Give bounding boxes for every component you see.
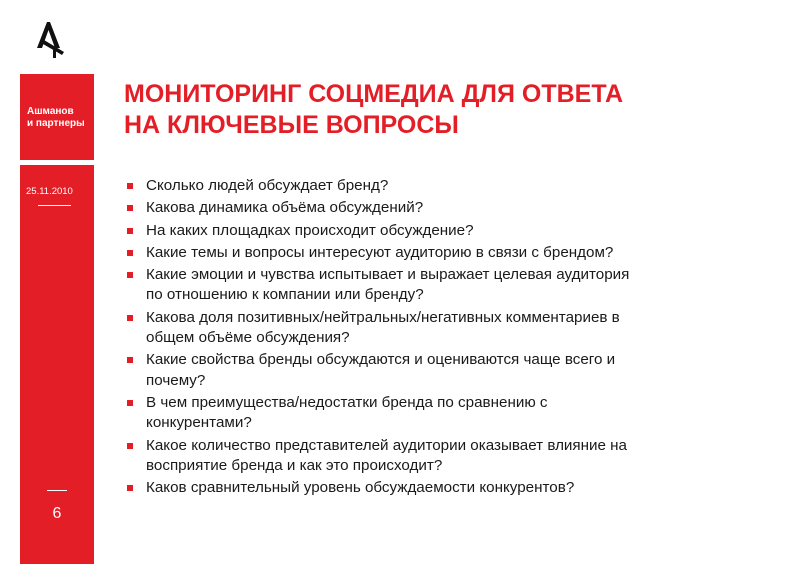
bullet-square-icon [127, 443, 133, 449]
sidebar-separator [20, 160, 94, 165]
question-list [126, 176, 786, 500]
bullet-square-icon [127, 250, 133, 256]
list-item-text: конкурентами? [146, 414, 252, 432]
bullet-square-icon [127, 228, 133, 234]
list-item [126, 176, 786, 196]
list-item [126, 350, 786, 391]
list-item-text: Сколько людей обсуждает бренд? [146, 177, 389, 194]
slide-title-line2: НА КЛЮЧЕВЫЕ ВОПРОСЫ [124, 111, 459, 139]
bullet-square-icon [127, 485, 133, 491]
list-item-text: Каков сравнительный уровень обсуждаемости конкурентов? [146, 479, 575, 497]
list-item-text: Какие темы и вопросы интересуют аудиторию в связи с брендом? [146, 243, 614, 261]
brand-name-line1: Ашманов [27, 106, 74, 117]
list-item-text: восприятие бренда и как это происходит? [146, 456, 443, 474]
bullet-square-icon [127, 272, 133, 278]
list-item [126, 243, 786, 263]
list-item [126, 478, 786, 498]
list-item [126, 265, 786, 306]
slide-title [124, 79, 784, 141]
list-item [126, 221, 786, 241]
list-item-text: Какое количество представителей аудитории оказывает влияние на [146, 436, 628, 454]
list-item-text: Какова динамика объёма обсуждений? [146, 199, 424, 217]
page-number-rule [47, 490, 67, 491]
sidebar [20, 74, 94, 564]
slide-date: 25.11.2010 [26, 186, 73, 197]
list-item-text: Какие свойства бренды обсуждаются и оцениваются чаще всего и [146, 351, 616, 369]
list-item-text: Какие эмоции и чувства испытывает и выражает целевая аудитория [146, 266, 630, 284]
list-item [126, 436, 786, 477]
bullet-square-icon [127, 357, 133, 363]
bullet-square-icon [127, 315, 133, 321]
list-item-text: В чем преимущества/недостатки бренда по сравнению с [146, 393, 548, 411]
brand-block [20, 74, 94, 150]
bullet-square-icon [127, 400, 133, 406]
ashmanov-logo-icon [34, 18, 66, 60]
list-item-text: почему? [146, 371, 206, 389]
bullet-square-icon [127, 205, 133, 211]
list-item-text: Какова доля позитивных/нейтральных/негативных комментариев в [146, 308, 620, 326]
list-item [126, 393, 786, 434]
list-item [126, 198, 786, 218]
list-item-text: по отношению к компании или бренду? [146, 286, 424, 304]
brand-name-line2: и партнеры [27, 118, 85, 129]
list-item-text: общем объёме обсуждения? [146, 329, 350, 347]
bullet-square-icon [127, 183, 133, 189]
page-number: 6 [52, 505, 62, 522]
slide-title-line1: МОНИТОРИНГ СОЦМЕДИА ДЛЯ ОТВЕТА [124, 80, 624, 108]
list-item-text: На каких площадках происходит обсуждение? [146, 221, 474, 239]
date-underline [38, 205, 71, 206]
list-item [126, 308, 786, 349]
